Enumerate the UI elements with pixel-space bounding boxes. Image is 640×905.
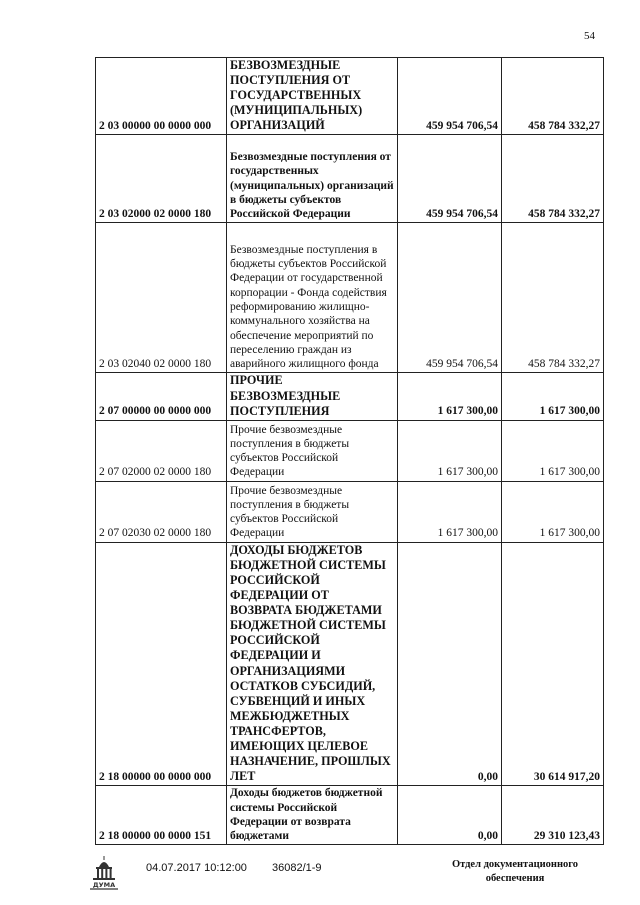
amount-year-2: 1 617 300,00 <box>502 420 604 481</box>
budget-code: 2 07 00000 00 0000 000 <box>96 373 227 420</box>
revenue-name: Прочие безвозмездные поступления в бюджеты субъектов Российской Федерации <box>227 481 398 542</box>
revenue-name: Безвозмездные поступления в бюджеты субъектов Российской Федерации от государственной корпорации - Фонда содействия реформированию жилищно-коммунального хозяйства на обеспечение мероприятий по переселению граждан из аварийного жилищного фонда <box>227 223 398 373</box>
page-footer <box>0 852 640 902</box>
amount-year-1: 459 954 706,54 <box>398 135 502 223</box>
table-row <box>96 58 604 135</box>
footer-date: 04.07.2017 10:12:00 <box>146 862 247 874</box>
budget-code: 2 03 02000 02 0000 180 <box>96 135 227 223</box>
table-row <box>96 223 604 373</box>
amount-year-2: 458 784 332,27 <box>502 135 604 223</box>
amount-year-1: 459 954 706,54 <box>398 223 502 373</box>
budget-code: 2 07 02000 02 0000 180 <box>96 420 227 481</box>
amount-year-2: 1 617 300,00 <box>502 481 604 542</box>
amount-year-2: 458 784 332,27 <box>502 223 604 373</box>
table-row <box>96 135 604 223</box>
amount-year-2: 29 310 123,43 <box>502 786 604 845</box>
revenue-name: ПРОЧИЕ БЕЗВОЗМЕЗДНЫЕ ПОСТУПЛЕНИЯ <box>227 373 398 420</box>
amount-year-1: 0,00 <box>398 542 502 786</box>
footer-department-line-2: обеспечения <box>485 873 545 884</box>
table-row <box>96 786 604 845</box>
budget-code: 2 03 00000 00 0000 000 <box>96 58 227 135</box>
budget-code: 2 03 02040 02 0000 180 <box>96 223 227 373</box>
footer-department-line-1: Отдел документационного <box>451 859 579 870</box>
revenue-name: Доходы бюджетов бюджетной системы Российской Федерации от возврата бюджетами <box>227 786 398 845</box>
amount-year-1: 1 617 300,00 <box>398 373 502 420</box>
amount-year-2: 458 784 332,27 <box>502 58 604 135</box>
logo-text: ДУМА <box>92 881 116 889</box>
revenue-table <box>95 57 604 845</box>
budget-code: 2 07 02030 02 0000 180 <box>96 481 227 542</box>
revenue-name: БЕЗВОЗМЕЗДНЫЕ ПОСТУПЛЕНИЯ ОТ ГОСУДАРСТВЕННЫХ (МУНИЦИПАЛЬНЫХ) ОРГАНИЗАЦИЙ <box>227 58 398 135</box>
revenue-name: Безвозмездные поступления от государственных (муниципальных) организаций в бюджеты субъектов Российской Федерации <box>227 135 398 223</box>
footer-ref: 36082/1-9 <box>272 862 322 874</box>
revenue-name: ДОХОДЫ БЮДЖЕТОВ БЮДЖЕТНОЙ СИСТЕМЫ РОССИЙСКОЙ ФЕДЕРАЦИИ ОТ ВОЗВРАТА БЮДЖЕТАМИ БЮДЖЕТНОЙ СИСТЕМЫ РОССИЙСКОЙ ФЕДЕРАЦИИ И ОРГАНИЗАЦИЯМИ ОСТАТКОВ СУБСИДИЙ, СУБВЕНЦИЙ И ИНЫХ МЕЖБЮДЖЕТНЫХ ТРАНСФЕРТОВ, ИМЕЮЩИХ ЦЕЛЕВОЕ НАЗНАЧЕНИЕ, ПРОШЛЫХ ЛЕТ <box>227 542 398 786</box>
table-row <box>96 542 604 786</box>
amount-year-1: 459 954 706,54 <box>398 58 502 135</box>
revenue-name: Прочие безвозмездные поступления в бюджеты субъектов Российской Федерации <box>227 420 398 481</box>
amount-year-1: 1 617 300,00 <box>398 481 502 542</box>
table-row <box>96 373 604 420</box>
duma-logo-icon <box>87 855 121 891</box>
budget-code: 2 18 00000 00 0000 000 <box>96 542 227 786</box>
amount-year-2: 1 617 300,00 <box>502 373 604 420</box>
amount-year-1: 1 617 300,00 <box>398 420 502 481</box>
budget-code: 2 18 00000 00 0000 151 <box>96 786 227 845</box>
amount-year-1: 0,00 <box>398 786 502 845</box>
table-row <box>96 420 604 481</box>
table-row <box>96 481 604 542</box>
page-number: 54 <box>584 30 595 42</box>
footer-department <box>430 858 600 886</box>
amount-year-2: 30 614 917,20 <box>502 542 604 786</box>
